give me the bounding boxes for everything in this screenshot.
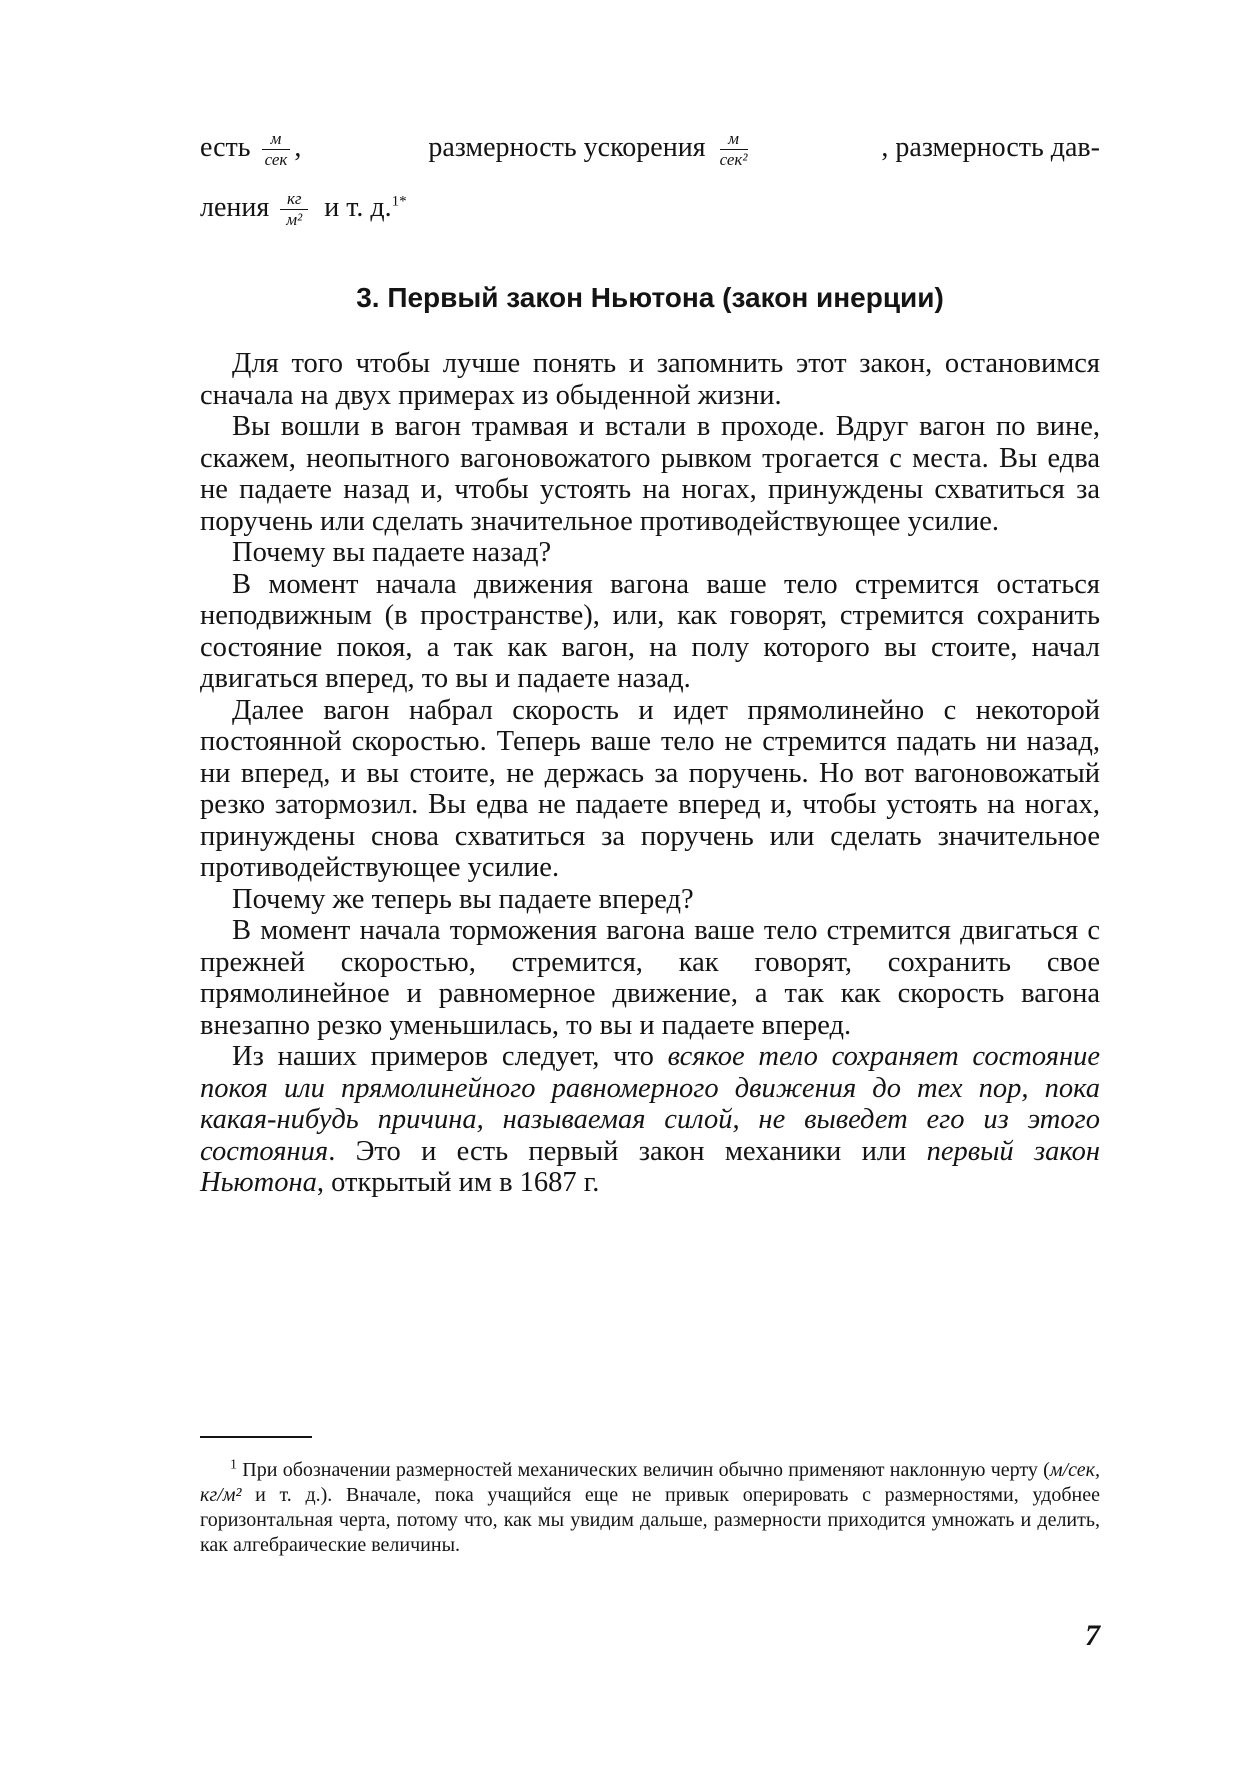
footnote-text bbox=[200, 1458, 1100, 1558]
paragraph-8-end: , открытый им в 1687 г. bbox=[316, 1167, 600, 1198]
paragraph-8-lead: Из наших примеров следует, что bbox=[232, 1041, 668, 1072]
footnote-divider bbox=[200, 1436, 312, 1438]
word-est: есть bbox=[200, 132, 251, 163]
paragraph-2: Вы вошли в вагон трамвая и встали в проходе. Вдруг вагон по вине, скажем, неопытного вагоновожатого рывком трогается с места. Вы едва не падаете назад и, чтобы устоять на ногах, принуждены схватиться за поручень или сделать значительное противодействующее усилие. bbox=[200, 411, 1100, 537]
fraction-velocity-denominator: сек bbox=[264, 150, 288, 170]
paragraph-6: Почему же теперь вы падаете вперед? bbox=[232, 883, 694, 915]
paragraph-3: Почему вы падаете назад? bbox=[232, 537, 552, 568]
paragraph-4: В момент начала движения вагона ваше тело стремится остаться неподвижным (в пространстве), или, как говорят, стремится сохранить состояние покоя, а так как вагон, на полу которого вы стоите, начал двигаться вперед, то вы и падаете назад. bbox=[200, 568, 1100, 694]
fraction-acceleration-numerator: м bbox=[720, 129, 748, 150]
footnote-part-1: При обозначении размерностей механических величин обычно применяют наклонную черту ( bbox=[237, 1459, 1050, 1481]
comma: , bbox=[294, 132, 302, 163]
fraction-velocity-numerator: м bbox=[262, 129, 290, 150]
section-heading: 3. Первый закон Ньютона (закон инерции) bbox=[356, 282, 944, 313]
intro-segment-1 bbox=[200, 120, 301, 176]
body-text bbox=[200, 348, 1100, 1199]
fraction-pressure-denominator: м² bbox=[286, 210, 303, 230]
intro-segment-4 bbox=[324, 180, 406, 236]
word-etc: и т. д. bbox=[324, 192, 392, 223]
intro-dimensions-text bbox=[200, 118, 1100, 238]
paragraph-7: В момент начала торможения вагона ваше тело стремится двигаться с прежней скоростью, стремится, как говорят, сохранить свое прямолинейное и равномерное движение, а так как скорость вагона внезапно резко уменьшилась, то вы и падаете вперед. bbox=[200, 915, 1100, 1041]
intro-segment-2 bbox=[428, 120, 754, 176]
law-name-italic: первый закон Ньютона bbox=[200, 1135, 1100, 1198]
fraction-acceleration-denominator: сек² bbox=[719, 150, 748, 170]
paragraph-8 bbox=[200, 1041, 1100, 1199]
phrase-dim-pressure: , размерность дав- bbox=[881, 132, 1100, 163]
intro-line-1 bbox=[200, 118, 1100, 178]
fraction-pressure bbox=[280, 189, 308, 230]
paragraph-8-middle: . Это и есть первый закон механики или bbox=[328, 1135, 927, 1167]
page-number: 7 bbox=[1085, 1619, 1100, 1652]
word-lenia: ления bbox=[200, 192, 270, 223]
fraction-acceleration bbox=[717, 129, 751, 170]
footnote-units-italic: м/сек, кг/м² bbox=[200, 1459, 1100, 1506]
footnote bbox=[200, 1458, 1100, 1558]
phrase-dim-accel: размерность ускорения bbox=[428, 132, 706, 163]
footnote-reference: 1* bbox=[391, 193, 407, 210]
paragraph-5: Далее вагон набрал скорость и идет прямолинейно с некоторой постоянной скоростью. Теперь ваше тело не стремится падать ни назад, ни вперед, и вы стоите, не держась за поручень. Но вот вагоновожатый резко затормозил. Вы едва не падаете вперед и, чтобы устоять на ногах, принуждены снова схватиться за поручень или сделать значительное противодействующее усилие. bbox=[200, 694, 1100, 883]
law-statement-italic: всякое тело сохраняет состояние покоя или прямолинейного равномерного движения до тех пор, пока какая-нибудь причина, называемая силой, не выведет его из этого состояния bbox=[200, 1041, 1100, 1167]
fraction-pressure-numerator: кг bbox=[280, 189, 308, 210]
footnote-part-2: и т. д.). Вначале, пока учащийся еще не привык оперировать с размерностями, удобнее горизонтальная черта, потому что, как мы увидим дальше, размерности приходится умножать и делить, как алгебраические величины. bbox=[200, 1484, 1100, 1556]
fraction-velocity bbox=[262, 129, 291, 170]
intro-line-2 bbox=[200, 178, 1100, 238]
intro-segment-3 bbox=[200, 180, 312, 236]
paragraph-1: Для того чтобы лучше понять и запомнить этот закон, остановимся сначала на двух примерах из обыденной жизни. bbox=[200, 348, 1100, 411]
footnote-marker: 1 bbox=[230, 1457, 237, 1473]
